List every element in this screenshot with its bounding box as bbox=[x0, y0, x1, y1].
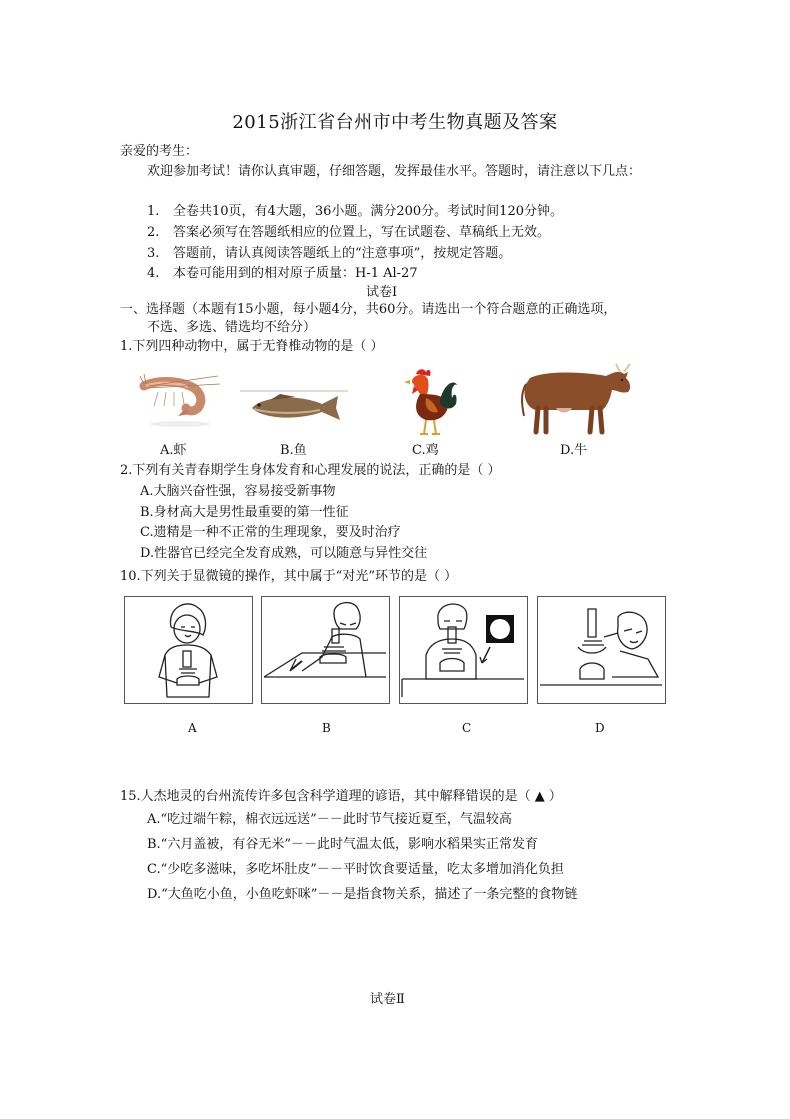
question-15-stem: 15.人杰地灵的台州流传许多包含科学道理的谚语，其中解释错误的是（ ▲ ） bbox=[120, 789, 562, 804]
note-item bbox=[147, 223, 550, 243]
note-text: 答案必须写在答题纸相应的位置上，写在试题卷、草稿纸上无效。 bbox=[173, 225, 551, 240]
note-text: 全卷共10页，有4大题，36小题。满分200分。考试时间120分钟。 bbox=[173, 204, 563, 219]
section-heading-cont: 不选、多选、错选均不给分） bbox=[147, 320, 317, 335]
note-text: 答题前，请认真阅读答题纸上的“注意事项”，按规定答题。 bbox=[173, 246, 512, 261]
note-text: 本卷可能用到的相对原子质量：H-1 Al-27 bbox=[173, 266, 418, 281]
panel-label-b: B bbox=[322, 721, 331, 735]
student-microscope-illustration bbox=[125, 597, 251, 702]
q15-option-b: B.“六月盖被，有谷无米”－－此时气温太低，影响水稻果实正常发育 bbox=[147, 837, 538, 852]
microscope-panel-a bbox=[124, 596, 253, 704]
q1-option-a: A.虾 bbox=[160, 443, 187, 458]
question-10-stem: 10.下列关于显微镜的操作，其中属于“对光”环节的是（ ） bbox=[120, 569, 458, 584]
paper-one-heading: 试卷Ⅰ bbox=[366, 285, 398, 300]
question-2-stem: 2.下列有关青春期学生身体发育和心理发展的说法，正确的是（ ） bbox=[120, 463, 501, 478]
panel-label-d: D bbox=[595, 721, 605, 735]
student-microscope-illustration bbox=[262, 597, 388, 702]
q15-option-c: C.“少吃多滋味，多吃坏肚皮”－－平时饮食要适量，吃太多增加消化负担 bbox=[147, 862, 564, 877]
note-item bbox=[147, 264, 418, 284]
question-1-stem: 1.下列四种动物中，属于无脊椎动物的是（ ） bbox=[120, 339, 384, 354]
q1-option-b: B.鱼 bbox=[280, 443, 307, 458]
note-number: 3. bbox=[147, 246, 160, 261]
note-number: 2. bbox=[147, 225, 160, 240]
panel-label-c: C bbox=[462, 721, 472, 735]
note-number: 1. bbox=[147, 204, 160, 219]
q2-option-d: D.性器官已经完全发育成熟，可以随意与异性交往 bbox=[140, 546, 428, 561]
microscope-panel-d bbox=[537, 596, 666, 704]
cow-image bbox=[516, 360, 636, 436]
welcome-text: 欢迎参加考试！请你认真审题，仔细答题，发挥最佳水平。答题时，请注意以下几点： bbox=[147, 164, 642, 179]
student-microscope-illustration bbox=[538, 597, 664, 702]
q2-option-c: C.遗精是一种不正常的生理现象，要及时治疗 bbox=[140, 525, 401, 540]
greeting: 亲爱的考生： bbox=[120, 144, 199, 159]
student-microscope-illustration bbox=[400, 597, 526, 702]
q1-option-c: C.鸡 bbox=[412, 443, 439, 458]
note-number: 4. bbox=[147, 266, 160, 281]
shrimp-image bbox=[138, 372, 222, 432]
q15-option-a: A.“吃过端午粽，棉衣远远送”－－此时节气接近夏至，气温较高 bbox=[147, 812, 512, 827]
panel-label-a: A bbox=[188, 721, 197, 735]
fish-image bbox=[240, 388, 348, 424]
q2-option-a: A.大脑兴奋性强，容易接受新事物 bbox=[140, 484, 336, 499]
microscope-panel-c bbox=[399, 596, 528, 704]
q1-option-d: D.牛 bbox=[560, 443, 588, 458]
paper-two-heading: 试卷Ⅱ bbox=[370, 992, 405, 1007]
note-item bbox=[147, 244, 511, 264]
note-item bbox=[147, 202, 563, 222]
q2-option-b: B.身材高大是男性最重要的第一性征 bbox=[140, 505, 349, 520]
page-title: 2015浙江省台州市中考生物真题及答案 bbox=[232, 112, 558, 133]
microscope-panel-b bbox=[261, 596, 390, 704]
q15-option-d: D.“大鱼吃小鱼，小鱼吃虾咪”－－是指食物关系，描述了一条完整的食物链 bbox=[147, 887, 578, 902]
section-heading: 一、选择题（本题有15小题，每小题4分，共60分。请选出一个符合题意的正确选项， bbox=[120, 302, 617, 317]
rooster-image bbox=[396, 364, 460, 438]
